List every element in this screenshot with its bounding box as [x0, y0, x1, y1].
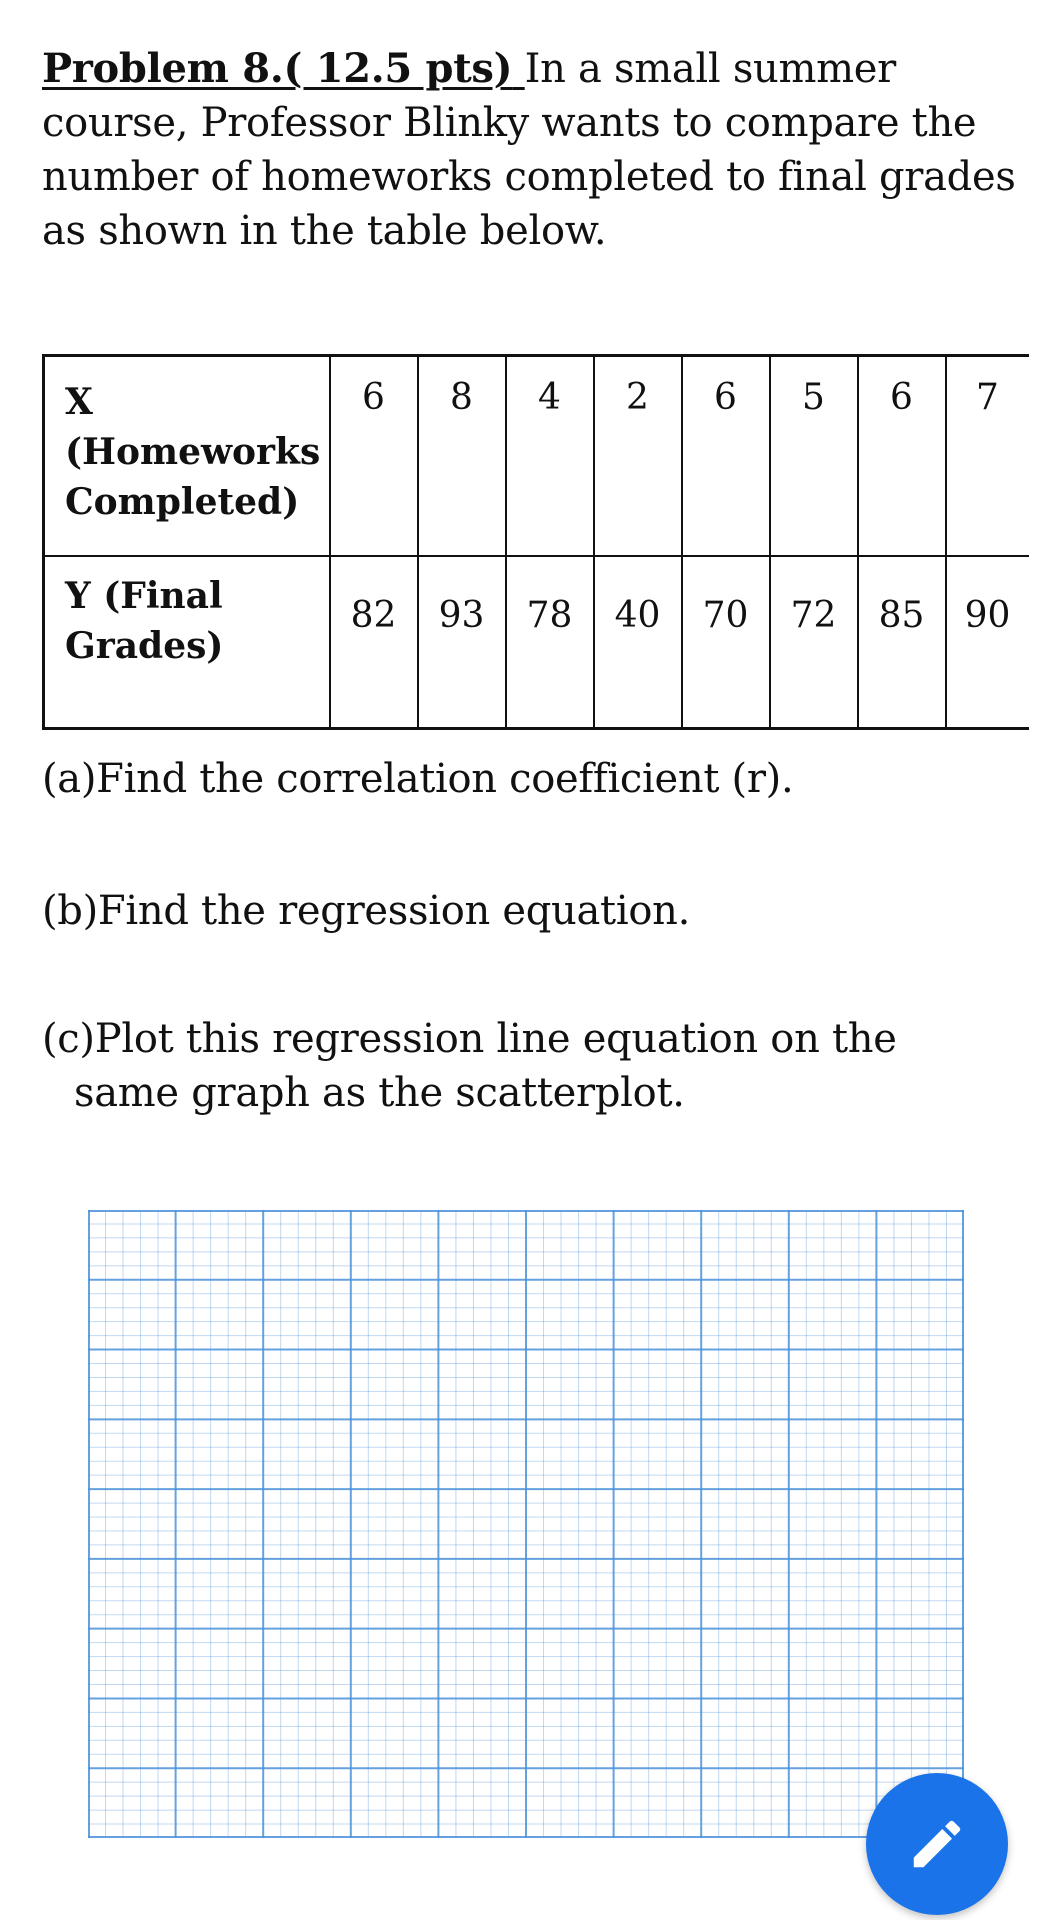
x-cell: 6	[858, 356, 946, 557]
problem-text: In a small summer course, Professor Blinky wants to compare the number of homeworks completed to final grades as shown in the table below.	[42, 46, 1016, 254]
y-cell: 82	[330, 556, 418, 729]
part-c-question: (c)Plot this regression line equation on the same graph as the scatterplot.	[42, 1016, 897, 1116]
y-row	[44, 556, 1029, 729]
x-cell: 6	[330, 356, 418, 557]
y-cell: 85	[858, 556, 946, 729]
problem-heading: Problem 8.( 12.5 pts)	[42, 45, 513, 92]
y-cell: 70	[682, 556, 770, 729]
x-cell: 6	[682, 356, 770, 557]
data-table	[42, 354, 1029, 730]
pencil-icon	[906, 1813, 968, 1875]
y-cell: 93	[418, 556, 506, 729]
x-cell: 7	[946, 356, 1029, 557]
x-cell: 5	[770, 356, 858, 557]
x-cell: 8	[418, 356, 506, 557]
problem-statement	[42, 42, 1022, 258]
edit-button[interactable]	[866, 1773, 1008, 1915]
y-cell: 40	[594, 556, 682, 729]
x-row-header: X (Homeworks Completed)	[44, 356, 330, 557]
graph-paper[interactable]	[88, 1210, 964, 1838]
x-cell: 4	[506, 356, 594, 557]
y-row-header: Y (Final Grades)	[44, 556, 330, 729]
part-b-question: (b)Find the regression equation.	[42, 888, 690, 934]
y-cell: 72	[770, 556, 858, 729]
y-cell: 78	[506, 556, 594, 729]
x-row	[44, 356, 1029, 557]
y-cell: 90	[946, 556, 1029, 729]
x-cell: 2	[594, 356, 682, 557]
graph-paper-grid[interactable]	[88, 1210, 964, 1838]
part-a-question: (a)Find the correlation coefficient (r).	[42, 756, 794, 802]
